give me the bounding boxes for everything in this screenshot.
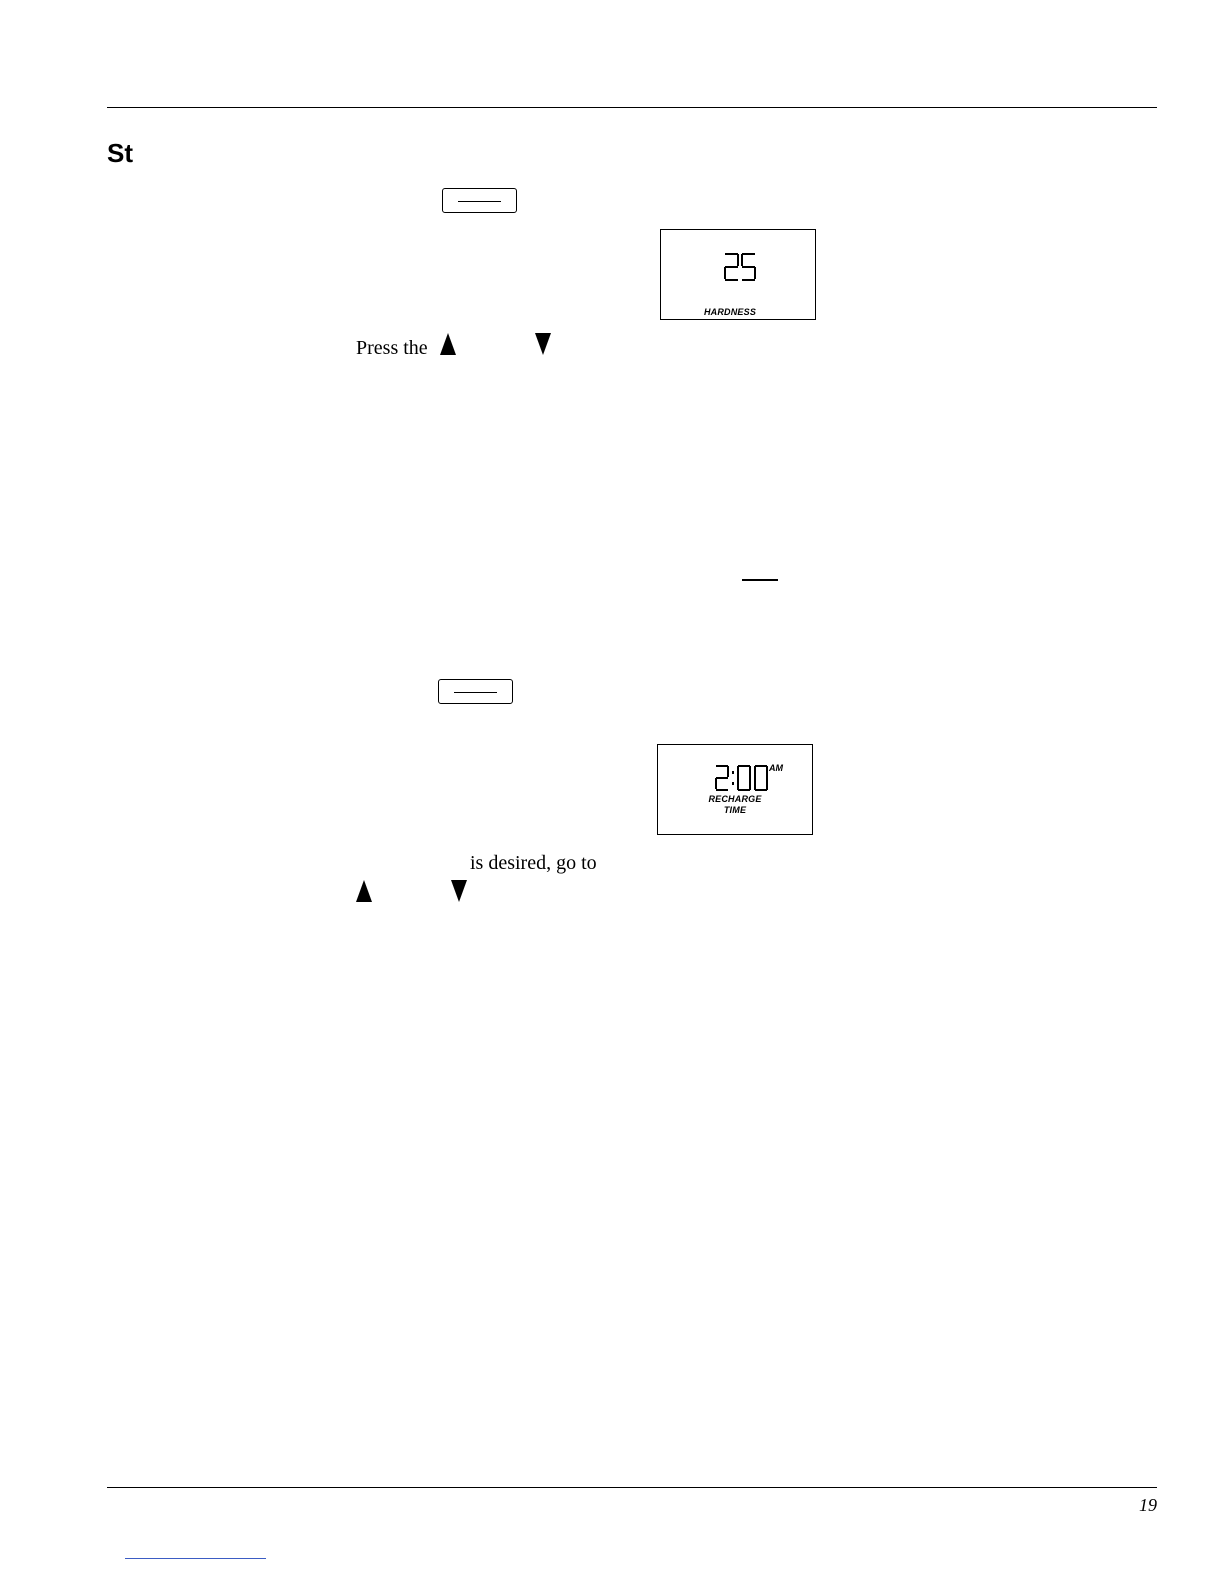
- page-number: 19: [1139, 1495, 1157, 1515]
- button-key-icon: [438, 679, 513, 704]
- up-arrow-icon: [440, 333, 456, 355]
- up-arrow-icon: [356, 880, 372, 902]
- underline-mark: [742, 579, 778, 581]
- down-arrow-icon: [535, 333, 551, 355]
- recharge-time-display: [657, 744, 813, 835]
- bottom-rule: [107, 1487, 1157, 1488]
- time-label: TIME: [723, 805, 747, 815]
- down-arrow-icon: [451, 880, 467, 902]
- instruction-desired: is desired, go to: [470, 852, 597, 874]
- top-rule: [107, 107, 1157, 108]
- recharge-label: RECHARGE: [708, 794, 762, 804]
- recharge-time-digits: [658, 745, 814, 836]
- instruction-press: Press the: [356, 337, 428, 359]
- button-key-icon: [442, 188, 517, 213]
- am-indicator: AM: [769, 763, 783, 773]
- hardness-display: [660, 229, 816, 320]
- section-heading: St: [107, 138, 133, 168]
- link-underline[interactable]: [125, 1558, 266, 1559]
- hardness-label: HARDNESS: [703, 307, 757, 317]
